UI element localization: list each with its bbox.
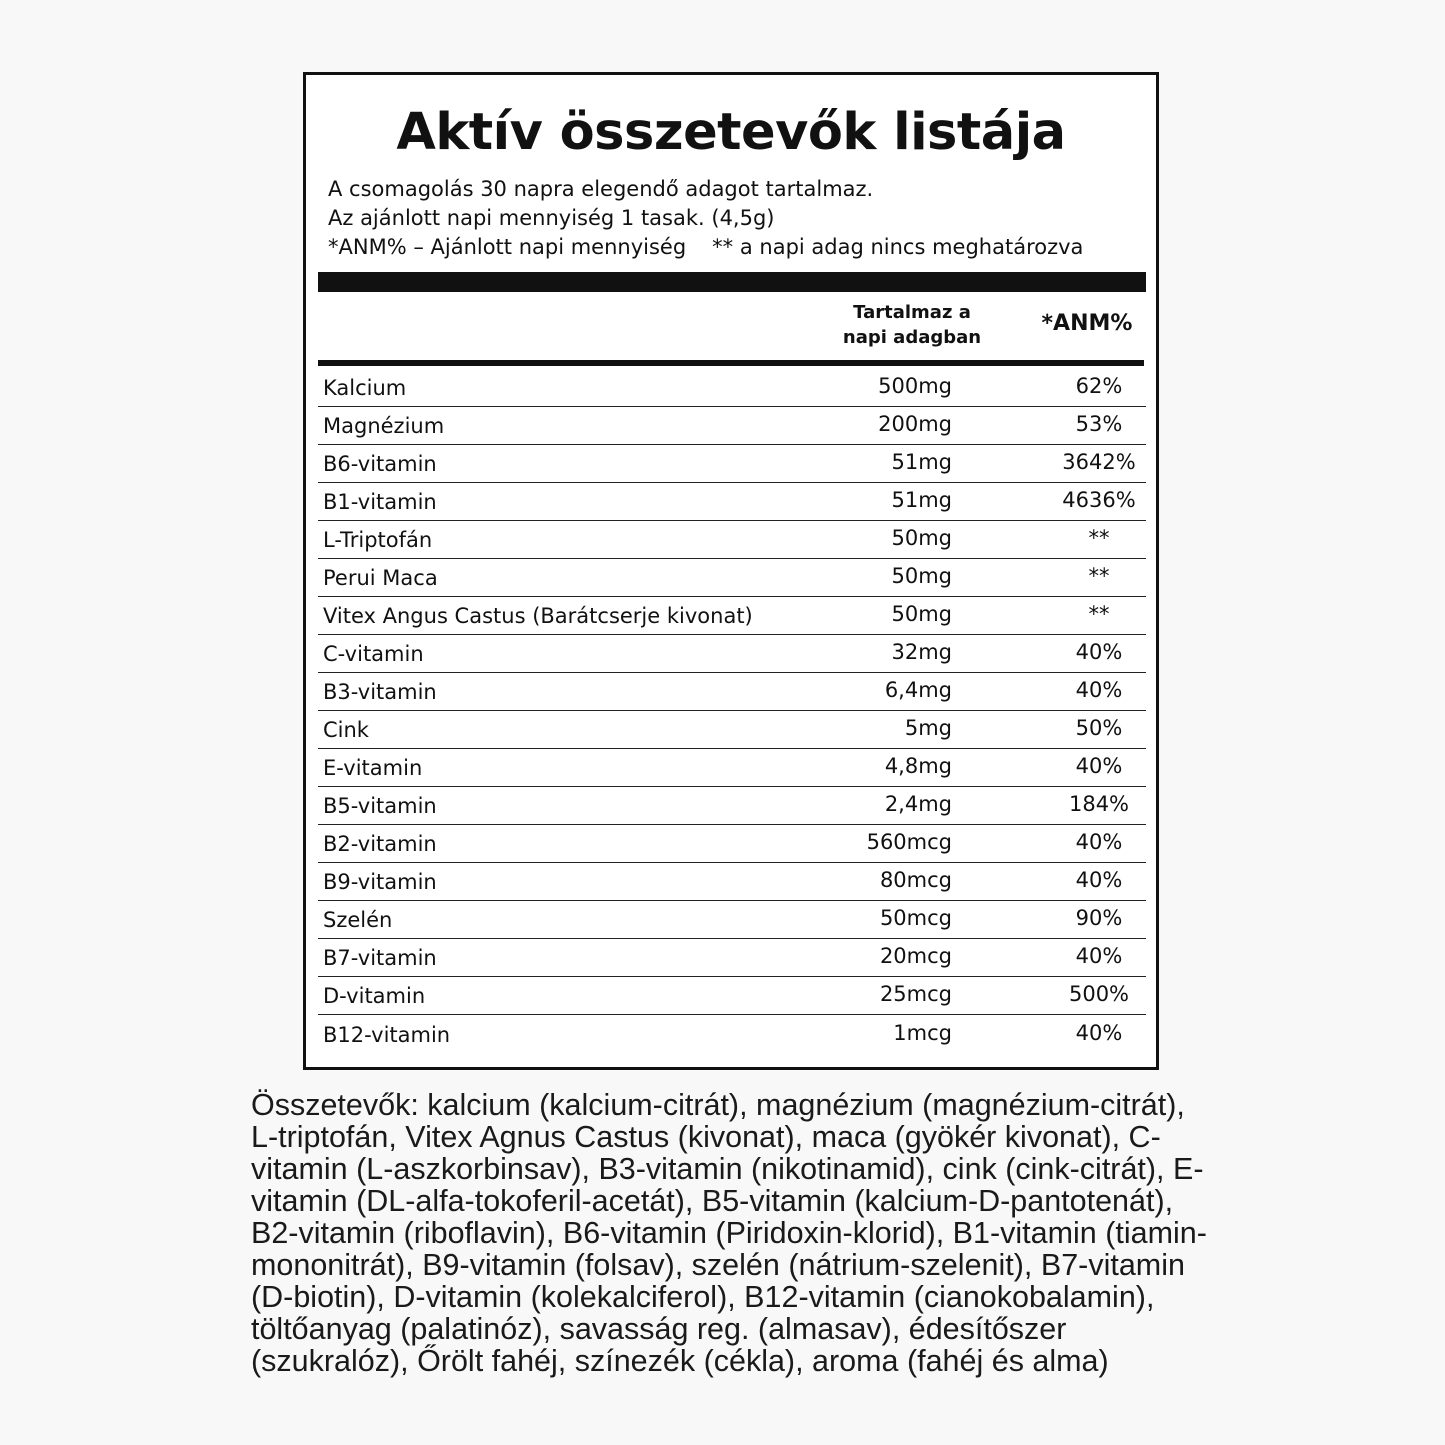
note-line-1: A csomagolás 30 napra elegendő adagot tartalmaz. xyxy=(328,177,874,201)
nutrient-amount: 4,8mg xyxy=(884,754,952,778)
note-undefined-definition: ** a napi adag nincs meghatározva xyxy=(712,235,1084,259)
nutrient-amount: 5mg xyxy=(904,716,952,740)
table-row xyxy=(318,369,1146,407)
nutrient-anm-percent: 40% xyxy=(1075,754,1123,778)
nutrient-name: Perui Maca xyxy=(323,566,438,590)
nutrient-name: E-vitamin xyxy=(323,756,423,780)
table-row xyxy=(318,825,1146,863)
nutrient-anm-percent: 40% xyxy=(1075,1021,1123,1045)
nutrient-anm-percent: 40% xyxy=(1075,640,1123,664)
header-divider-bar xyxy=(318,272,1146,292)
nutrient-anm-percent: 184% xyxy=(1068,792,1130,816)
nutrient-anm-percent: 40% xyxy=(1075,678,1123,702)
nutrient-amount: 51mg xyxy=(891,488,952,512)
header-rule xyxy=(318,360,1144,366)
nutrient-anm-percent: 50% xyxy=(1075,716,1123,740)
nutrient-anm-percent: ** xyxy=(1088,602,1110,626)
column-header-content-line-1: Tartalmaz a xyxy=(853,302,971,323)
nutrient-anm-percent: 40% xyxy=(1075,944,1123,968)
nutrient-name: Magnézium xyxy=(323,414,445,438)
table-row xyxy=(318,635,1146,673)
table-row xyxy=(318,673,1146,711)
nutrient-amount: 50mg xyxy=(891,564,952,588)
note-line-3 xyxy=(328,233,1083,262)
nutrient-amount: 25mcg xyxy=(879,982,952,1006)
table-row xyxy=(318,1015,1146,1053)
table-row xyxy=(318,445,1146,483)
nutrient-amount: 560mcg xyxy=(866,830,952,854)
table-row xyxy=(318,521,1146,559)
table-row xyxy=(318,483,1146,521)
column-header-content xyxy=(822,300,1002,350)
nutrient-name: D-vitamin xyxy=(323,984,426,1008)
note-anm-definition: *ANM% – Ajánlott napi mennyiség xyxy=(328,235,687,259)
nutrient-amount: 51mg xyxy=(891,450,952,474)
nutrient-amount: 50mcg xyxy=(879,906,952,930)
nutrient-name: Vitex Angus Castus (Barátcserje kivonat) xyxy=(323,604,753,628)
nutrient-amount: 500mg xyxy=(878,374,952,398)
table-row xyxy=(318,597,1146,635)
label-notes xyxy=(328,175,1083,262)
table-row xyxy=(318,901,1146,939)
nutrient-amount: 1mcg xyxy=(893,1021,952,1045)
table-row xyxy=(318,711,1146,749)
nutrient-name: Cink xyxy=(323,718,369,742)
nutrient-amount: 20mcg xyxy=(879,944,952,968)
table-row xyxy=(318,787,1146,825)
nutrient-anm-percent: 62% xyxy=(1075,374,1123,398)
nutrient-amount: 200mg xyxy=(878,412,952,436)
table-row xyxy=(318,559,1146,597)
table-row xyxy=(318,863,1146,901)
nutrient-amount: 80mcg xyxy=(879,868,952,892)
nutrient-anm-percent: 40% xyxy=(1075,830,1123,854)
nutrient-amount: 6,4mg xyxy=(884,678,952,702)
nutrient-amount: 50mg xyxy=(891,526,952,550)
table-row xyxy=(318,939,1146,977)
nutrient-anm-percent: 90% xyxy=(1075,906,1123,930)
nutrient-name: B7-vitamin xyxy=(323,946,437,970)
nutrient-name: Szelén xyxy=(323,908,393,932)
nutrient-anm-percent: 3642% xyxy=(1062,450,1136,474)
note-line-2: Az ajánlott napi mennyiség 1 tasak. (4,5g) xyxy=(328,206,775,230)
nutrient-name: B3-vitamin xyxy=(323,680,437,704)
nutrient-name: B2-vitamin xyxy=(323,832,437,856)
label-title: Aktív összetevők listája xyxy=(396,103,1066,162)
nutrient-rows xyxy=(318,369,1146,1053)
nutrient-name: B1-vitamin xyxy=(323,490,437,514)
nutrient-name: B12-vitamin xyxy=(323,1023,451,1047)
nutrient-name: L-Triptofán xyxy=(323,528,433,552)
nutrient-anm-percent: 500% xyxy=(1068,982,1130,1006)
nutrient-name: B6-vitamin xyxy=(323,452,437,476)
nutrient-name: B5-vitamin xyxy=(323,794,437,818)
table-row xyxy=(318,407,1146,445)
nutrient-amount: 50mg xyxy=(891,602,952,626)
nutrient-amount: 32mg xyxy=(891,640,952,664)
nutrient-anm-percent: ** xyxy=(1088,526,1110,550)
ingredients-text: Összetevők: kalcium (kalcium-citrát), magnézium (magnézium-citrát), L-triptofán, Vitex Agnus Castus (kivonat), maca (gyökér kivonat), C-vitamin (L-aszkorbinsav), B3-vitamin (nikotinamid), cink (cink-citrát), E-vitamin (DL-alfa-tokoferil-acetát), B5-vitamin (kalcium-D-pantotenát), B2-vitamin (riboflavin), B6-vitamin (Piridoxin-klorid), B1-vitamin (tiamin-mononitrát), B9-vitamin (folsav), szelén (nátrium-szelenit), B7-vitamin (D-biotin), D-vitamin (kolekalciferol), B12-vitamin (cianokobalamin), töltőanyag (palatinóz), savasság reg. (almasav), édesítőszer (szukralóz), Őrölt fahéj, színezék (cékla), aroma (fahéj és alma) xyxy=(251,1088,1207,1378)
nutrient-name: B9-vitamin xyxy=(323,870,437,894)
nutrient-name: Kalcium xyxy=(323,376,407,400)
nutrient-anm-percent: 53% xyxy=(1075,412,1123,436)
nutrient-anm-percent: 40% xyxy=(1075,868,1123,892)
table-row xyxy=(318,977,1146,1015)
nutrient-anm-percent: 4636% xyxy=(1062,488,1136,512)
nutrient-amount: 2,4mg xyxy=(884,792,952,816)
nutrition-label-box xyxy=(303,72,1159,1070)
nutrient-anm-percent: ** xyxy=(1088,564,1110,588)
column-header-anm: *ANM% xyxy=(1041,311,1133,336)
column-header-content-line-2: napi adagban xyxy=(842,327,982,348)
table-row xyxy=(318,749,1146,787)
nutrient-name: C-vitamin xyxy=(323,642,424,666)
